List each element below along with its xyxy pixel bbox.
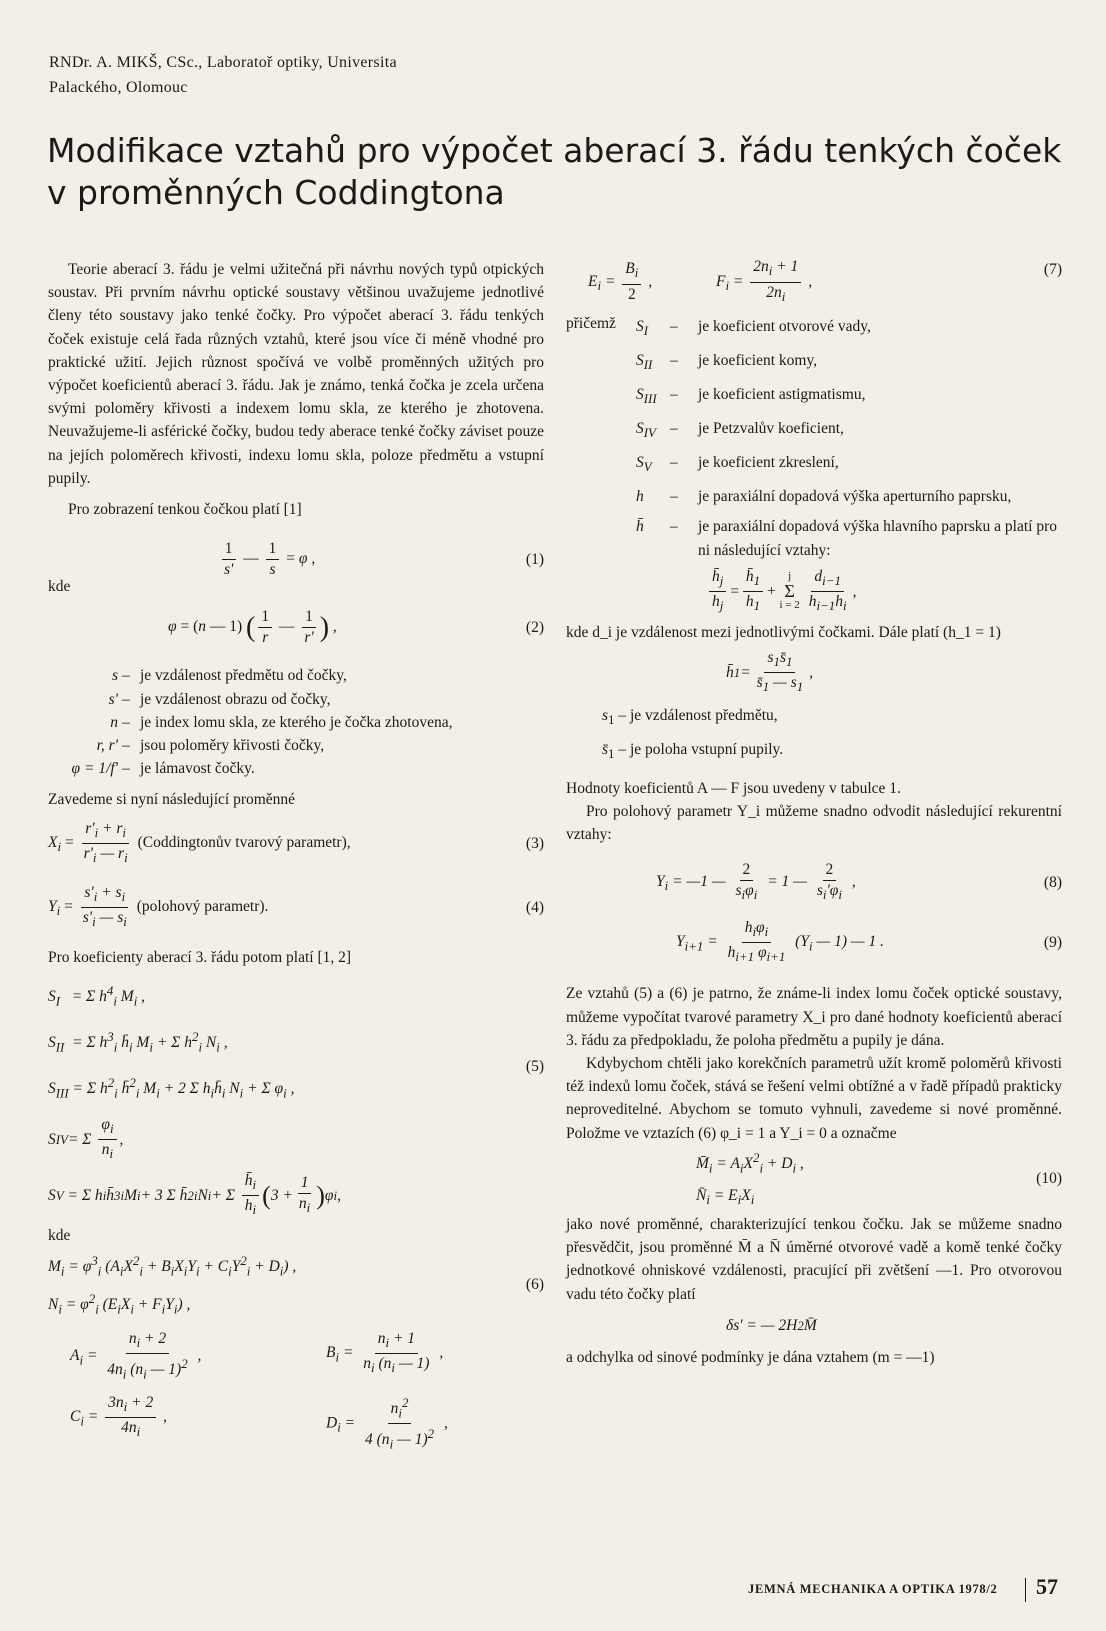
equation-8-number: (8) <box>1043 873 1062 891</box>
equation-8: $Y_i$ = —1 — $\frac{2}{s_i\varphi_i}$ = 1 — $\frac{2}{s_i'\varphi_i}$ , (8) <box>656 860 1062 903</box>
def-text: jsou poloměry křivosti čočky, <box>140 737 325 755</box>
new-variables-paragraph: jako nové proměnné, charakterizující tenkou čočku. Jak se můžeme snadno přesvědčit, jsou proměnné M̄ a N̄ úměrné otvorové vadě a komě tenké čočky jednotkové ohniskové vzdálenosti, pracující při zvětšení —1. Pro otvorovou vadu této čočky platí <box>566 1215 1062 1303</box>
recursion-paragraph: Pro polohový parametr Y_i můžeme snadno odvodit následující rekurentní vztahy: <box>566 803 1062 844</box>
coefficients-ABCD: $A_i$ = $\frac{n_i + 2}{4n_i (n_i — 1)^2}$ , $B_i$ = $\frac{n_i + 1}{n_i (n_i — 1)}$ , $C_i$ = $\frac{3n_i + 2}{4n_i}$ , $D_i$ = $\frac{n_i^2}{4 (n_i — 1)^2}$ , <box>70 1330 448 1452</box>
equation-hbar: $\frac{h̄_j}{h_j}$ = $\frac{h̄_1}{h_1}$ + j Σ i = 2 $\frac{d_{i-1}}{h_{i-1}h_i}$ , <box>566 563 1062 619</box>
list-text: je paraxiální dopadová výška aperturního paprsku, <box>698 488 1012 506</box>
left-column <box>48 258 544 1454</box>
list-symbol: $S_{IV}$ <box>636 420 656 441</box>
equation-4: $Y_i$ = $\frac{s'_i + s_i}{s'_i — s_i}$ (polohový parametr). (4) <box>48 884 544 930</box>
equation-10-number: (10) <box>1036 1170 1062 1188</box>
list-symbol: h <box>636 488 644 506</box>
list-text: je paraxiální dopadová výška hlavního paprsku a platí pro ni následující vztahy: <box>698 518 1057 560</box>
where-label: kde <box>48 578 71 596</box>
def-symbol: s <box>111 667 118 685</box>
equation-7-number: (7) <box>1043 261 1062 278</box>
equation-1-number: (1) <box>525 550 544 568</box>
correction-paragraph: Kdybychom chtěli jako korekčních parametrů užít kromě poloměrů křivosti též indexů lomu čoček, stává se řešení velmi obtížné a v řadě případů prakticky neproveditelné. Abychom se tomuto vyhnuli, zavedeme si nové proměnné. Položme ve vztazích (6) φ_i = 1 a Y_i = 0 a označme <box>566 1055 1062 1142</box>
s1-definitions: $s_1$ – je vzdálenost předmětu, $s̄_1$ – je poloha vstupní pupily. <box>602 706 784 761</box>
def-text: je lámavost čočky. <box>140 760 255 778</box>
def-dash: – <box>122 667 130 685</box>
variables-paragraph: Zavedeme si nyní následující proměnné <box>48 791 296 809</box>
symbol-definitions <box>48 664 544 780</box>
table-reference: Hodnoty koeficientů A — F jsou uvedeny v tabulce 1. <box>566 779 901 797</box>
list-symbol: h̄ <box>636 518 644 536</box>
affiliation-line-2: Palackého, Olomouc <box>49 79 188 96</box>
def-symbol: φ = 1/f' <box>71 760 118 778</box>
def-symbol: r, r' <box>96 737 118 755</box>
distance-paragraph: kde d_i je vzdálenost mezi jednotlivými čočkami. Dále platí (h_1 = 1) <box>566 624 1001 642</box>
whereby-label: přičemž <box>566 315 616 332</box>
def-symbol: n <box>110 713 118 731</box>
list-text: je koeficient zkreslení, <box>698 454 839 472</box>
equation-6-number: (6) <box>525 1276 544 1294</box>
equation-9: $Y_{i+1}$ = $\frac{h_i\varphi_i}{h_{i+1} \varphi_{i+1}}$ ($Y_i$ — 1) — 1 . (9) <box>676 918 1062 965</box>
equation-5-number: (5) <box>525 1057 544 1075</box>
def-dash: – <box>122 690 130 708</box>
intro-paragraph: Teorie aberací 3. řádu je velmi užitečná při návrhu nových typů otpických soustav. Při prvním návrhu optické soustavy většinou uvažujeme jednotlivé členy této soustavy jako tenké čočky. Pro výpočet aberací 3. řádu tenkých čoček existuje celá řada různých vztahů, které jsou více či méně vhodné pro praktické užití. Jejich různost spočívá ve volbě proměnných užitých pro výpočet koeficientů aberací 3. řádu. Jak je známo, tenká čočka je zcela určena svými poloměry křivosti a indexem lomu skla, ze kterého je zhotovena. Neuvažujeme-li asférické čočky, budou tedy aberace tenké čočky záviset pouze na jejích poloměrech křivosti, indexu lomu skla, poloze předmětu a vstupní pupily. <box>48 261 544 487</box>
equation-3: $X_i$ = $\frac{r'_i + r_i}{r'_i — r_i}$ (Coddingtonův tvarový parametr), (3) <box>48 820 544 866</box>
conclusion-paragraph: Ze vztahů (5) a (6) je patrno, že známe-li index lomu čoček optické soustavy, můžeme vypočítat tvarové parametry X_i pro dané hodnoty koeficientů aberací 3. řádu za předpokladu, že poloha předmětu a pupily je dána. <box>566 985 1062 1049</box>
footer-separator <box>1025 1578 1026 1602</box>
def-text: je vzdálenost obrazu od čočky, <box>140 690 331 708</box>
def-text: je index lomu skla, ze kterého je čočka zhotovena, <box>140 713 453 731</box>
imaging-paragraph: Pro zobrazení tenkou čočkou platí [1] <box>68 501 302 519</box>
coefficient-list: přičemž $S_I$ – je koeficient otvorové vady, $S_{II}$ – je koeficient komy, $S_{III}$ – je koeficient astigmatismu, $S_{IV}$ – je Petzvalův koeficient, $S_V$ – je koeficient zkreslení, h – je paraxiální dopadová výška aperturního paprsku, h̄ – je paraxiální dopadová výška hlavního paprsku a platí pro ni následující vztahy: <box>566 312 1062 563</box>
list-symbol: $S_V$ <box>636 454 652 475</box>
equation-3-number: (3) <box>525 835 544 853</box>
page-number: 57 <box>1036 1574 1058 1599</box>
list-text: je koeficient otvorové vady, <box>698 318 871 335</box>
def-dash: – <box>122 760 130 778</box>
list-text: je Petzvalův koeficient, <box>698 420 844 438</box>
equation-7: $E_i$ = $\frac{B_i}{2}$ , $F_i$ = $\frac{2n_i + 1}{2n_i}$ , (7) <box>588 258 1062 304</box>
equation-2-number: (2) <box>525 618 544 636</box>
equation-3-note: (Coddingtonův tvarový parametr), <box>137 834 351 852</box>
list-text: je koeficient astigmatismu, <box>698 386 866 404</box>
journal-footer: JEMNÁ MECHANIKA A OPTIKA 1978/2 <box>748 1582 998 1596</box>
affiliation-line-1: RNDr. A. MIKŠ, CSc., Laboratoř optiky, Universita <box>49 54 397 71</box>
equation-4-note: (polohový parametr). <box>136 898 269 916</box>
coefficients-paragraph: Pro koeficienty aberací 3. řádu potom platí [1, 2] <box>48 948 352 966</box>
article-title <box>47 130 1067 214</box>
where-label-2: kde <box>48 1226 71 1244</box>
def-dash: – <box>122 737 130 755</box>
list-symbol: $S_{II}$ <box>636 352 653 373</box>
equation-5: $S_I = \Sigma$ $h^4_i$ $M_i$ , $S_{II} = \Sigma$ $h^3_i$ $h̄_i$ $M_i + \Sigma$ $h^2_i$ $N_i$ , $S_{III} = \Sigma$ $h^2_i$ h̄$^2_i$ $M_i + 2$ Σ $h_ih̄_i$ $N_i + \Sigma$ $\varphi_i$ , S IV = Σ $\frac{\varphi_i}{n_i}$ , S V = Σ h i h̄ 3 i M i + 3 Σ h̄ 2 i N i + Σ $\frac{h̄_i}{h_i}$ ( 3 + $\frac{1}{n_i}$ ) φ i , (5) <box>48 982 544 1218</box>
title-line-1: Modifikace vztahů pro výpočet aberací 3. řádu tenkých čoček <box>47 131 1062 170</box>
def-dash: – <box>122 713 130 731</box>
equation-4-number: (4) <box>525 899 544 917</box>
def-text: je vzdálenost předmětu od čočky, <box>140 667 347 685</box>
right-column <box>566 258 1062 1369</box>
equation-9-number: (9) <box>1043 933 1062 951</box>
list-symbol: $S_I$ <box>636 318 649 339</box>
equation-6: $M_i = \varphi^3_i$ $(A_iX^2_i + B_iX_iY_i + C_iY^2_i + D_i)$ , $N_i = \varphi^2_i$ $(E_iX_i + F_iY_i)$ , (6) <box>48 1252 544 1317</box>
equation-h1bar: h̄ 1 = $\frac{s_1s̄_1}{s̄_1 — s_1}$ , <box>726 649 814 695</box>
author-affiliation <box>49 50 569 100</box>
list-symbol: $S_{III}$ <box>636 386 657 407</box>
sine-condition-paragraph: a odchylka od sinové podmínky je dána vztahem (m = —1) <box>566 1348 935 1366</box>
equation-spherical: δs' = — 2H 2 M̄ <box>726 1317 817 1335</box>
equation-10: $M̄_i = A_iX^2_i + D_i$ , $N̄_i = E_iX_i$ (10) <box>696 1149 1062 1208</box>
s1-definition: je vzdálenost předmětu, <box>630 706 778 724</box>
equation-2: φ = (n — 1) ( $\frac{1}{r}$ — $\frac{1}{r'}$ ) , (2) <box>168 607 544 646</box>
list-text: je koeficient komy, <box>698 352 818 370</box>
equation-1: $\frac{1}{s'}$ — $\frac{1}{s}$ = φ , (1) <box>48 531 544 587</box>
s1bar-definition: je poloha vstupní pupily. <box>630 740 784 758</box>
title-line-2: v proměnných Coddingtona <box>47 173 505 212</box>
def-symbol: s' <box>108 690 118 708</box>
